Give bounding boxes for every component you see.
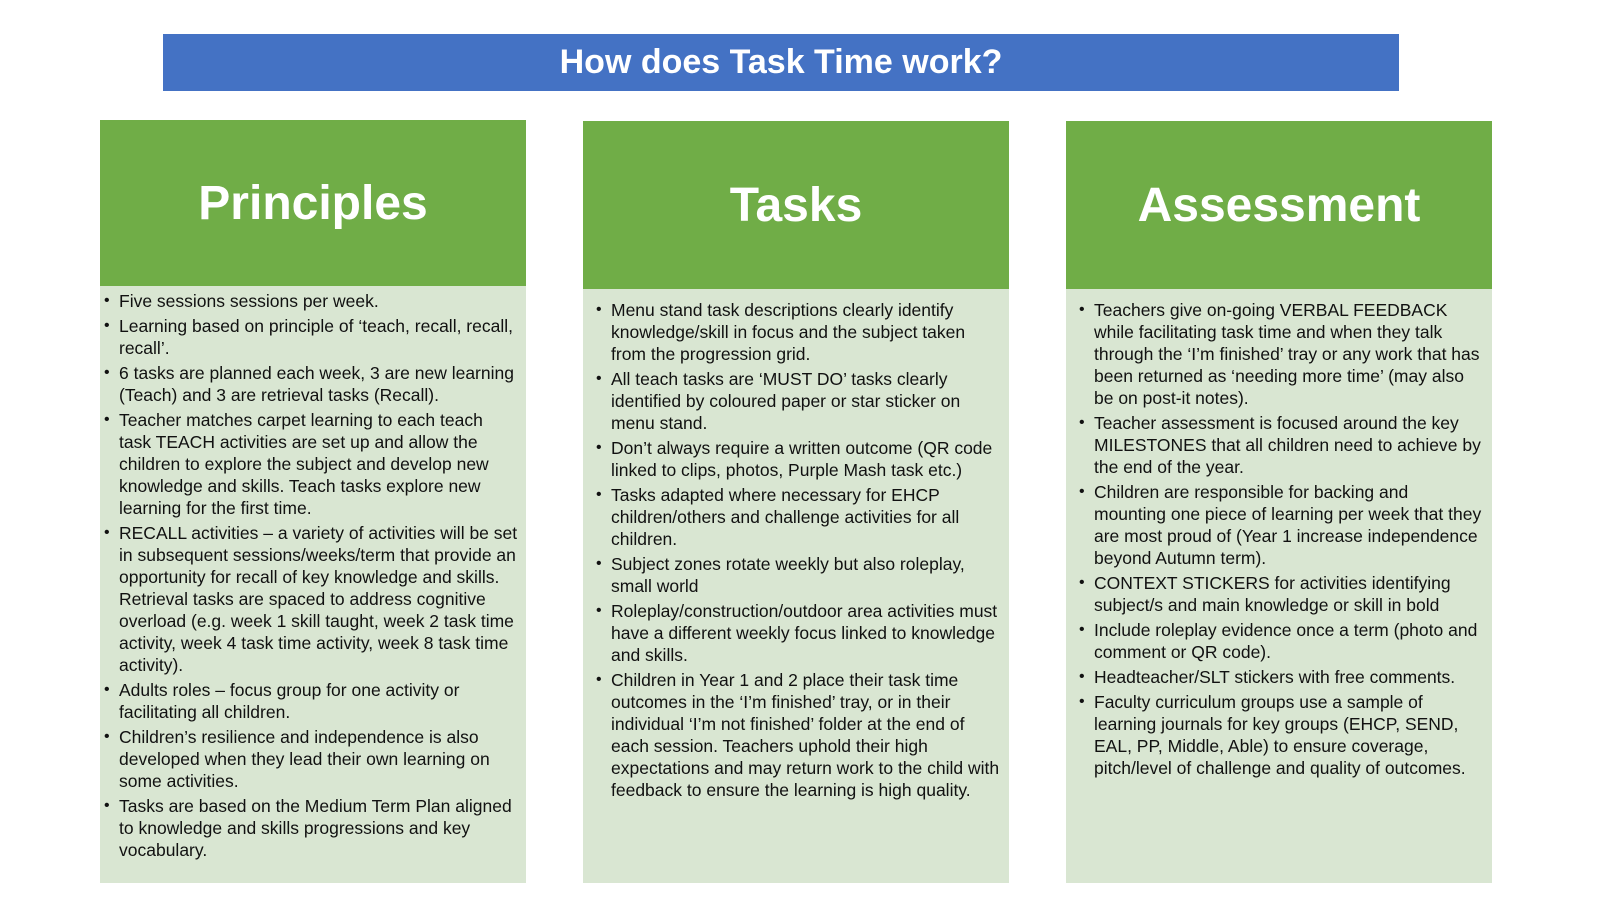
list-item: • Children’s resilience and independence is also developed when they lead their own learning on some activities. xyxy=(103,726,518,792)
tasks-column xyxy=(583,121,1009,883)
list-item: • Tasks are based on the Medium Term Plan aligned to knowledge and skills progressions and key vocabulary. xyxy=(103,795,518,861)
list-item: • Menu stand task descriptions clearly identify knowledge/skill in focus and the subject taken from the progression grid. xyxy=(595,299,1001,365)
assessment-column xyxy=(1066,121,1492,883)
list-item: • Five sessions sessions per week. xyxy=(103,290,518,312)
assessment-body xyxy=(1066,289,1492,883)
list-item: • Learning based on principle of ‘teach, recall, recall, recall’. xyxy=(103,315,518,359)
tasks-heading: Tasks xyxy=(583,121,1009,289)
list-item: • CONTEXT STICKERS for activities identifying subject/s and main knowledge or skill in bold xyxy=(1078,572,1484,616)
list-item: • Don’t always require a written outcome (QR code linked to clips, photos, Purple Mash task etc.) xyxy=(595,437,1001,481)
list-item: • Children are responsible for backing and mounting one piece of learning per week that they are most proud of (Year 1 increase independence beyond Autumn term). xyxy=(1078,481,1484,569)
list-item: • Teacher matches carpet learning to each teach task TEACH activities are set up and allow the children to explore the subject and develop new knowledge and skills. Teach tasks explore new learning for the first time. xyxy=(103,409,518,519)
list-item: • Faculty curriculum groups use a sample of learning journals for key groups (EHCP, SEND, EAL, PP, Middle, Able) to ensure coverage, pitch/level of challenge and quality of outcomes. xyxy=(1078,691,1484,779)
assessment-heading: Assessment xyxy=(1066,121,1492,289)
list-item: • Teacher assessment is focused around the key MILESTONES that all children need to achieve by the end of the year. xyxy=(1078,412,1484,478)
list-item: • Include roleplay evidence once a term (photo and comment or QR code). xyxy=(1078,619,1484,663)
principles-list xyxy=(103,290,518,861)
list-item: • Children in Year 1 and 2 place their task time outcomes in the ‘I’m finished’ tray, or in their individual ‘I’m not finished’ folder at the end of each session. Teachers uphold their high expectations and may return work to the child with feedback to ensure the learning is high quality. xyxy=(595,669,1001,801)
list-item: • All teach tasks are ‘MUST DO’ tasks clearly identified by coloured paper or star sticker on menu stand. xyxy=(595,368,1001,434)
page-title: How does Task Time work? xyxy=(163,34,1399,91)
principles-column xyxy=(100,120,526,883)
list-item: • Teachers give on-going VERBAL FEEDBACK while facilitating task time and when they talk through the ‘I’m finished’ tray or any work that has been returned as ‘needing more time’ (may also be on post-it notes). xyxy=(1078,299,1484,409)
list-item: • 6 tasks are planned each week, 3 are new learning (Teach) and 3 are retrieval tasks (Recall). xyxy=(103,362,518,406)
list-item: • Roleplay/construction/outdoor area activities must have a different weekly focus linked to knowledge and skills. xyxy=(595,600,1001,666)
list-item: • Adults roles – focus group for one activity or facilitating all children. xyxy=(103,679,518,723)
list-item: • Tasks adapted where necessary for EHCP children/others and challenge activities for all children. xyxy=(595,484,1001,550)
tasks-list xyxy=(595,299,1001,801)
principles-heading: Principles xyxy=(100,120,526,286)
list-item: • RECALL activities – a variety of activities will be set in subsequent sessions/weeks/term that provide an opportunity for recall of key knowledge and skills. Retrieval tasks are spaced to address cognitive overload (e.g. week 1 skill taught, week 2 task time activity, week 4 task time activity, week 8 task time activity). xyxy=(103,522,518,676)
tasks-body xyxy=(583,289,1009,883)
list-item: • Headteacher/SLT stickers with free comments. xyxy=(1078,666,1484,688)
principles-body xyxy=(100,286,526,883)
assessment-list xyxy=(1078,299,1484,779)
list-item: • Subject zones rotate weekly but also roleplay, small world xyxy=(595,553,1001,597)
